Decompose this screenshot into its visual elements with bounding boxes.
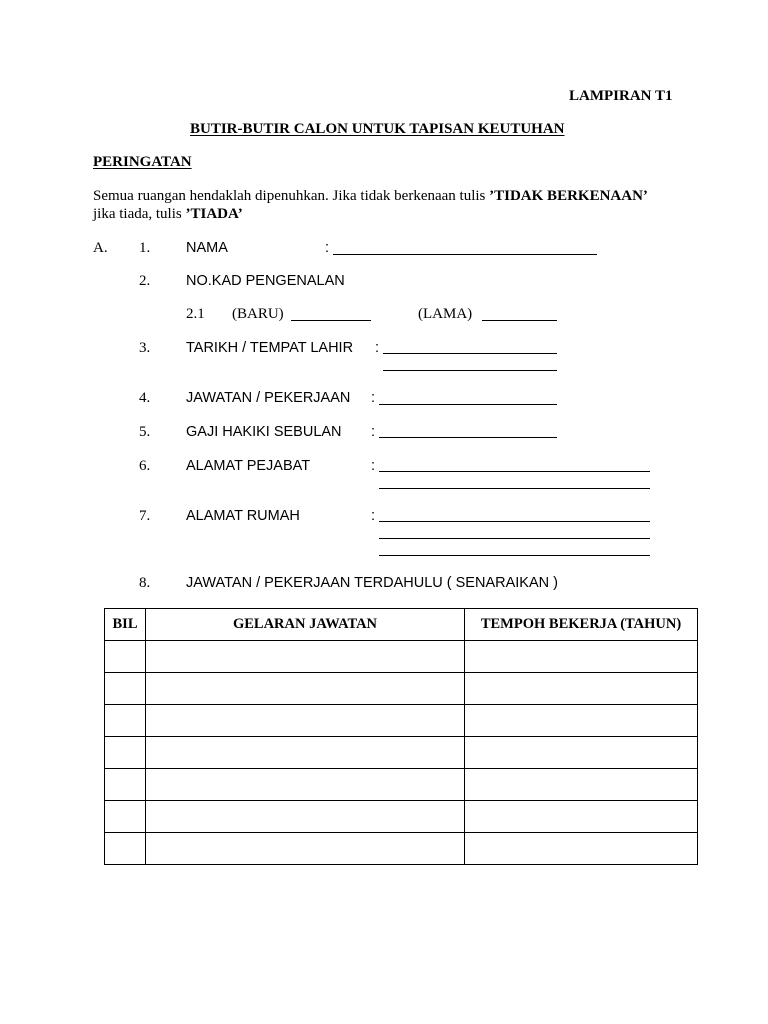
table-row [105,833,698,865]
item-number-3: 3. [139,340,151,356]
bil-cell[interactable] [105,641,146,673]
table-row [105,769,698,801]
salary-colon: : [371,424,376,440]
duration-cell[interactable] [465,801,698,833]
previous-jobs-label: JAWATAN / PEKERJAAN TERDAHULU ( SENARAIKAN ) [186,575,558,591]
job-title-cell[interactable] [146,769,465,801]
item-number-2: 2. [139,273,151,289]
table-row [105,705,698,737]
bil-cell[interactable] [105,737,146,769]
column-header-bil: BIL [105,609,146,641]
form-title: BUTIR-BUTIR CALON UNTUK TAPISAN KEUTUHAN [190,121,565,137]
item-number-8: 8. [139,575,151,591]
salary-field[interactable] [379,437,557,438]
warning-heading: PERINGATAN [93,154,192,170]
warning-text-plain: Semua ruangan hendaklah dipenuhkan. Jika tidak berkenaan tulis [93,188,490,204]
table-header-row [105,609,698,641]
bil-cell[interactable] [105,833,146,865]
item-number-7: 7. [139,508,151,524]
item-number-2-1: 2.1 [186,306,205,322]
duration-cell[interactable] [465,737,698,769]
duration-cell[interactable] [465,769,698,801]
duration-cell[interactable] [465,673,698,705]
name-label: NAMA [186,240,228,256]
job-label: JAWATAN / PEKERJAAN [186,390,351,406]
name-field[interactable] [333,254,597,255]
office-address-label: ALAMAT PEJABAT [186,458,311,474]
office-address-colon: : [371,458,376,474]
birth-label: TARIKH / TEMPAT LAHIR [186,340,354,356]
warning-text-not-applicable: ’TIDAK BERKENAAN’ [489,188,648,204]
bil-cell[interactable] [105,769,146,801]
ic-new-label: (BARU) [232,306,284,322]
item-number-1: 1. [139,240,151,256]
birth-field-line2[interactable] [383,370,557,371]
home-address-label: ALAMAT RUMAH [186,508,300,524]
home-address-colon: : [371,508,376,524]
appendix-label: LAMPIRAN T1 [569,88,673,104]
duration-cell[interactable] [465,641,698,673]
column-header-job-title: GELARAN JAWATAN [146,609,465,641]
ic-old-label: (LAMA) [418,306,473,322]
warning-text-line2 [93,206,243,223]
job-title-cell[interactable] [146,673,465,705]
job-title-cell[interactable] [146,641,465,673]
table-row [105,673,698,705]
name-colon: : [325,240,330,256]
column-header-duration: TEMPOH BEKERJA (TAHUN) [465,609,698,641]
office-address-field-line2[interactable] [379,488,650,489]
home-address-field-line3[interactable] [379,555,650,556]
table-body [105,641,698,865]
job-title-cell[interactable] [146,705,465,737]
duration-cell[interactable] [465,833,698,865]
warning-text-plain-2: jika tiada, tulis [93,206,186,222]
bil-cell[interactable] [105,673,146,705]
ic-new-field[interactable] [291,320,371,321]
ic-label: NO.KAD PENGENALAN [186,273,345,289]
table-row [105,737,698,769]
item-number-4: 4. [139,390,151,406]
bil-cell[interactable] [105,801,146,833]
duration-cell[interactable] [465,705,698,737]
job-colon: : [371,390,376,406]
item-number-5: 5. [139,424,151,440]
ic-old-field[interactable] [482,320,557,321]
birth-colon: : [375,340,380,356]
office-address-field-line1[interactable] [379,471,650,472]
table-row [105,641,698,673]
bil-cell[interactable] [105,705,146,737]
previous-jobs-table [104,608,698,865]
warning-text-line1 [93,188,648,205]
job-title-cell[interactable] [146,737,465,769]
item-number-6: 6. [139,458,151,474]
job-field[interactable] [379,404,557,405]
job-title-cell[interactable] [146,801,465,833]
job-title-cell[interactable] [146,833,465,865]
salary-label: GAJI HAKIKI SEBULAN [186,424,342,440]
home-address-field-line1[interactable] [379,521,650,522]
birth-field-line1[interactable] [383,353,557,354]
warning-text-none: ’TIADA’ [185,206,243,222]
home-address-field-line2[interactable] [379,538,650,539]
table-row [105,801,698,833]
section-label: A. [93,240,108,256]
